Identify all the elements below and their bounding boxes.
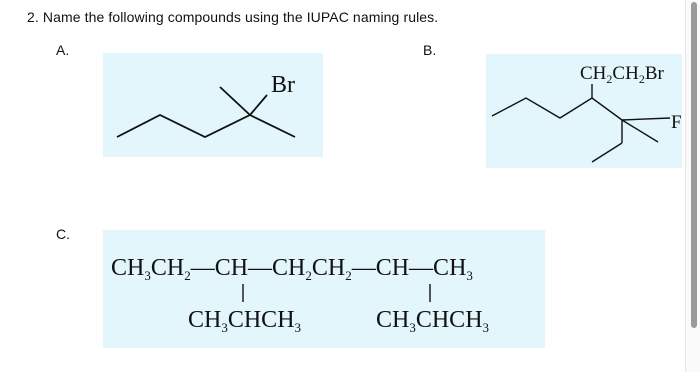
left-branch-formula: $CH_3CHCH_3$	[188, 307, 302, 335]
structure-c-panel	[103, 230, 545, 348]
question-text: 2. Name the following compounds using the IUPAC naming rules.	[27, 9, 439, 25]
right-branch-formula: $CH_3CHCH_3$	[376, 307, 490, 335]
bromo-bond	[250, 95, 267, 115]
part-c-label: C.	[56, 226, 70, 242]
part-a-label: A.	[56, 42, 70, 58]
scrollbar-thumb[interactable]	[691, 2, 697, 328]
structure-b-panel	[486, 54, 682, 168]
bromo-label: Br	[271, 72, 295, 98]
bromoethyl-group-label: $CH_2CH_2Br$	[580, 63, 664, 86]
fluoro-label: F	[671, 112, 682, 133]
part-b-label: B.	[423, 42, 437, 58]
main-chain-formula: $CH_3CH_2—CH—CH_2CH_2—CH—CH_3$	[111, 255, 473, 283]
structure-c-formula	[103, 230, 545, 348]
carbon-chain-bonds	[117, 115, 295, 137]
structure-a-diagram	[103, 53, 323, 157]
structure-a-panel	[103, 53, 323, 157]
branch-bond-2	[592, 143, 622, 162]
structure-b-diagram	[486, 54, 682, 168]
vertical-scrollbar[interactable]	[685, 0, 700, 372]
fluoro-bond	[622, 118, 670, 120]
methyl-bond	[220, 87, 250, 115]
